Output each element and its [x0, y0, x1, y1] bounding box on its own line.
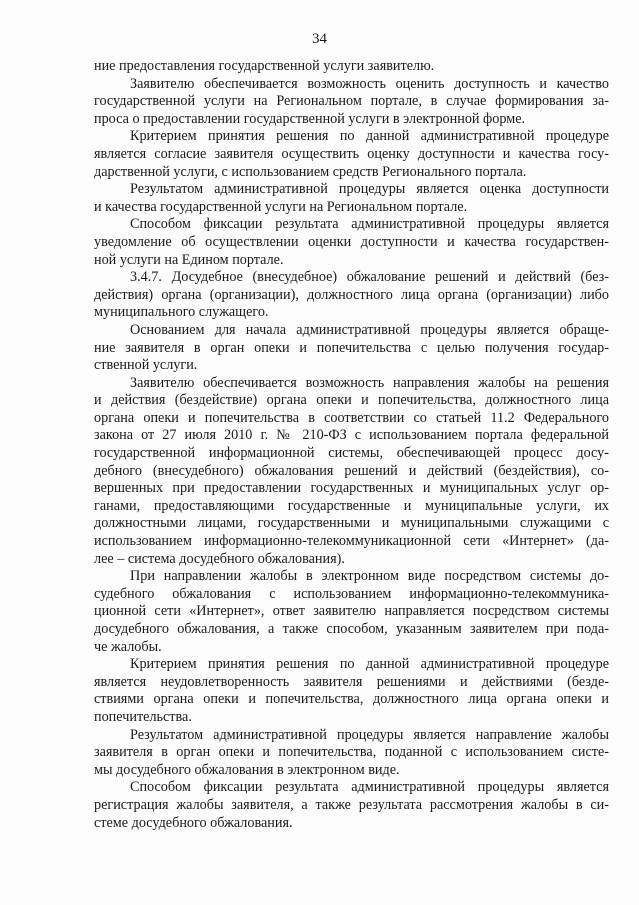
text-line: является согласие заявителя осуществить оценку доступности и качества госу-: [94, 145, 609, 162]
text-line: дарственной услуги, с использованием средств Регионального портала.: [94, 163, 527, 180]
paragraph: [94, 727, 609, 780]
text-line: 3.4.7. Досудебное (внесудебное) обжалование решений и действий (без-: [130, 269, 609, 286]
text-line: Критерием принятия решения по данной административной процедуре: [130, 656, 609, 673]
paragraph: [94, 568, 609, 656]
text-line: При направлении жалобы в электронном виде посредством системы до-: [130, 568, 609, 585]
text-line: органа опеки и попечительства в соответствии со статьей 11.2 Федерального: [94, 409, 609, 426]
text-line: Критерием принятия решения по данной административной процедуре: [130, 128, 609, 145]
text-line: ние заявителя в орган опеки и попечительства с целью получения государ-: [94, 339, 609, 356]
paragraph: [94, 216, 609, 269]
text-line: ние предоставления государственной услуги заявителю.: [94, 58, 435, 74]
text-line: использованием информационно-телекоммуникационной сети «Интернет» (да-: [94, 533, 609, 550]
text-line: Результатом административной процедуры является оценка доступности: [130, 181, 609, 198]
text-line: должностными лицами, государственными и муниципальными служащими с: [94, 515, 609, 532]
text-line: досудебного обжалования, а также способом, указанным заявителем при пода-: [94, 621, 609, 637]
text-line: Заявителю обеспечивается возможность направления жалобы на решения: [130, 374, 609, 391]
text-line: судебного обжалования с использованием информационно-телекоммуника-: [94, 585, 609, 602]
text-line: и действия (бездействие) органа опеки и попечительства, должностного лица: [94, 392, 609, 409]
text-line: Основанием для начала административной процедуры является обраще-: [130, 321, 609, 338]
text-line: ганами, предоставляющими государственные и муниципальные услуги, их: [94, 497, 609, 514]
text-line: ствиями органа опеки и попечительства, должностного лица органа опеки и: [94, 691, 609, 708]
text-line: попечительства.: [94, 708, 192, 725]
text-line: лее – система досудебного обжалования).: [94, 550, 345, 567]
text-line: является неудовлетворенность заявителя решениями и действиями (безде-: [94, 673, 609, 690]
text-line: Результатом административной процедуры является направление жалобы: [130, 726, 609, 743]
text-line: государственной услуги на Региональном портале, в случае формирования за-: [94, 93, 609, 110]
paragraph: [94, 779, 609, 832]
paragraph: [94, 181, 609, 216]
text-line: и качества государственной услуги на Региональном портале.: [94, 198, 468, 215]
text-line: дебного (внесудебного) обжалования решений и действий (бездействия), со-: [94, 462, 609, 479]
text-line: Способом фиксации результата административной процедуры является: [130, 779, 609, 796]
text-line: Заявителю обеспечивается возможность оценить доступность и качество: [130, 75, 609, 92]
text-line: проса о предоставлении государственной услуги в электронной форме.: [94, 110, 526, 127]
text-line: ной услуги на Едином портале.: [94, 251, 284, 268]
text-line: мы досудебного обжалования в электронном виде.: [94, 761, 400, 778]
text-line: уведомление об осуществлении оценки доступности и качества государствен-: [94, 233, 609, 250]
page-number: 34: [312, 31, 327, 47]
text-line: действия) органа (организации), должностного лица органа (организации) либо: [94, 286, 609, 303]
paragraph: [94, 58, 609, 76]
paragraph: [94, 656, 609, 726]
text-line: ственной услуги.: [94, 357, 198, 374]
text-line: че жалобы.: [94, 638, 162, 655]
text-line: ционной сети «Интернет», ответ заявителю направляется посредством системы: [94, 603, 609, 620]
paragraph: [94, 322, 609, 375]
text-line: стеме досудебного обжалования.: [94, 814, 293, 831]
paragraph: [94, 76, 609, 129]
text-line: заявителя в орган опеки и попечительства, поданной с использованием систе-: [94, 744, 609, 761]
text-line: муниципального служащего.: [94, 304, 269, 321]
text-line: вершенных при предоставлении государственных и муниципальных услуг ор-: [94, 480, 609, 497]
text-line: Способом фиксации результата административной процедуры является: [130, 216, 609, 233]
document-body: [94, 58, 609, 832]
text-line: закона от 27 июля 2010 г. № 210-ФЗ с использованием портала федеральной: [94, 427, 609, 444]
text-line: государственной информационной системы, обеспечивающей процесс досу-: [94, 445, 609, 462]
text-line: регистрация жалобы заявителя, а также результата рассмотрения жалобы в си-: [94, 796, 609, 813]
paragraph: [94, 375, 609, 569]
paragraph: [94, 128, 609, 181]
paragraph: [94, 269, 609, 322]
